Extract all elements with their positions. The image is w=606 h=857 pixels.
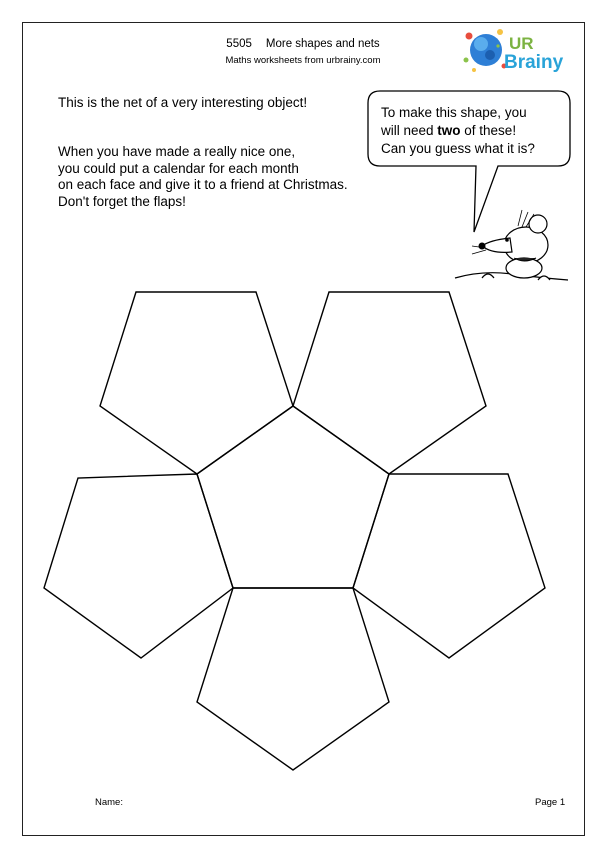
pentagon-face-center	[197, 406, 389, 588]
pentagon-face-bottom	[197, 588, 389, 770]
page-number: Page 1	[535, 797, 566, 808]
name-label: Name:	[95, 797, 123, 808]
description-line: Don't forget the flaps!	[58, 193, 186, 209]
worksheet-number: 5505	[226, 38, 252, 50]
speech-line: will need two of these!	[381, 123, 517, 138]
speech-line: To make this shape, you	[381, 105, 527, 120]
speech-emphasis: two	[437, 123, 461, 138]
pentagon-face-right	[353, 474, 545, 658]
pentagon-face-top-right	[293, 292, 486, 474]
worksheet-subtitle: Maths worksheets from urbrainy.com	[225, 55, 381, 66]
worksheet-title-text: More shapes and nets	[265, 38, 380, 50]
intro-text: This is the net of a very interesting object!	[58, 95, 308, 110]
speech-line: Can you guess what it is?	[381, 141, 535, 156]
pentagon-face-top-left	[100, 292, 293, 474]
description-line: on each face and give it to a friend at Christmas.	[58, 177, 348, 192]
description-line: you could put a calendar for each month	[58, 160, 299, 176]
logo-ur-text: UR	[509, 34, 534, 53]
pentagon-face-left	[44, 474, 233, 658]
description-line: When you have made a really nice one,	[58, 144, 296, 159]
logo-brainy-text: Brainy	[504, 52, 564, 73]
